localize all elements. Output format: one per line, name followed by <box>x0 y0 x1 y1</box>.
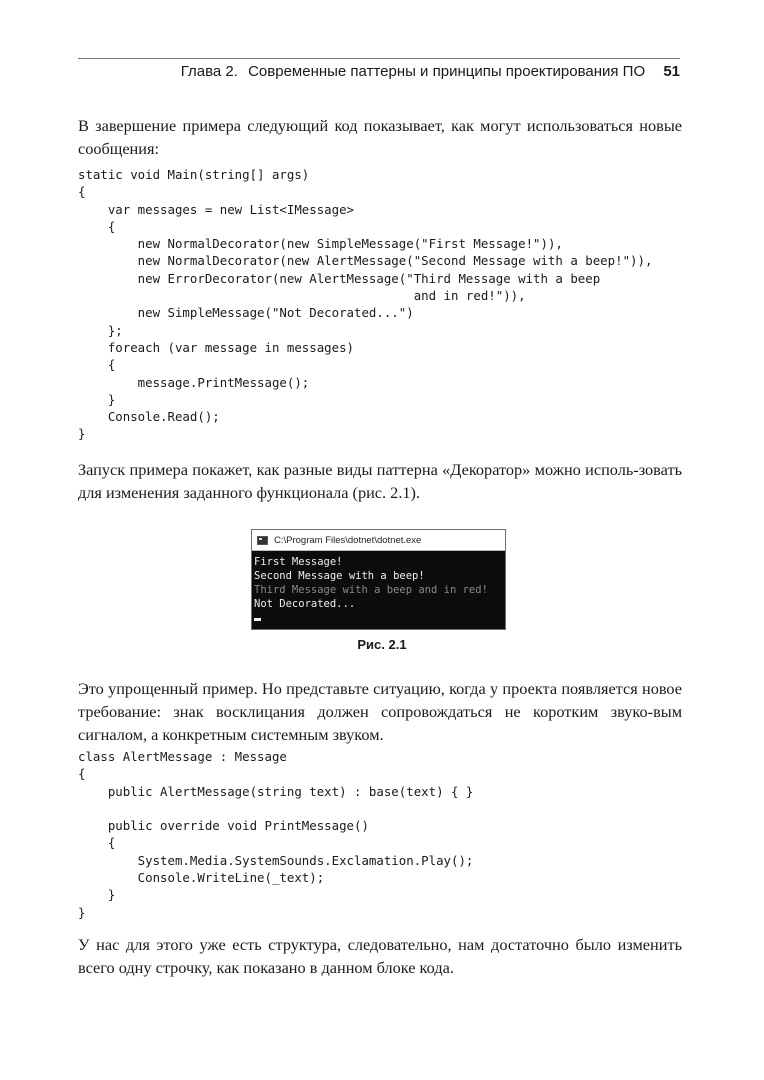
console-app-icon <box>257 536 268 545</box>
console-line: Second Message with a beep! <box>254 570 425 582</box>
console-cursor <box>254 618 261 621</box>
code-block-alertmessage: class AlertMessage : Message { public AlertMessage(string text) : base(text) { } public override void PrintMessage() { System.Media.SystemSounds.Exclamation.Play(); Console.WriteLine(_text); } } <box>78 749 474 920</box>
console-output <box>252 551 505 625</box>
header-rule <box>78 58 680 59</box>
page-number: 51 <box>663 63 680 80</box>
paragraph-intro: В завершение примера следующий код показывает, как могут использоваться новые сообщения: <box>78 116 682 158</box>
code-block-main: static void Main(string[] args) { var messages = new List<IMessage> { new NormalDecorator(new SimpleMessage("First Message!")), new NormalDecorator(new AlertMessage("Second Message with a beep!")), new ErrorDecorator(new AlertMessage("Third Message with a beep and in red!")), new SimpleMessage("Not Decorated...") }; foreach (var message in messages) { message.PrintMessage(); } Console.Read(); } <box>78 167 653 442</box>
console-window-figure <box>251 529 506 630</box>
console-titlebar <box>252 530 505 551</box>
paragraph-conclusion: У нас для этого уже есть структура, следовательно, нам достаточно было изменить всего одну строчку, как показано в данном блоке кода. <box>78 935 682 977</box>
console-line: Not Decorated... <box>254 598 356 610</box>
chapter-label: Глава 2. <box>180 63 238 80</box>
paragraph-run-example: Запуск примера покажет, как разные виды паттерна «Декоратор» можно исполь-зовать для изменения заданного функционала (рис. 2.1). <box>78 460 682 502</box>
figure-caption: Рис. 2.1 <box>357 637 407 652</box>
paragraph-simplified-example: Это упрощенный пример. Но представьте ситуацию, когда у проекта появляется новое требование: знак восклицания должен сопровождаться не коротким звуко-вым сигналом, а конкретным системным звуком. <box>78 679 682 744</box>
console-line: First Message! <box>254 556 343 568</box>
console-title: C:\Program Files\dotnet\dotnet.exe <box>274 534 422 546</box>
chapter-title: Современные паттерны и принципы проектирования ПО <box>248 63 646 80</box>
running-header <box>181 63 680 80</box>
console-line: Third Message with a beep and in red! <box>254 584 488 596</box>
